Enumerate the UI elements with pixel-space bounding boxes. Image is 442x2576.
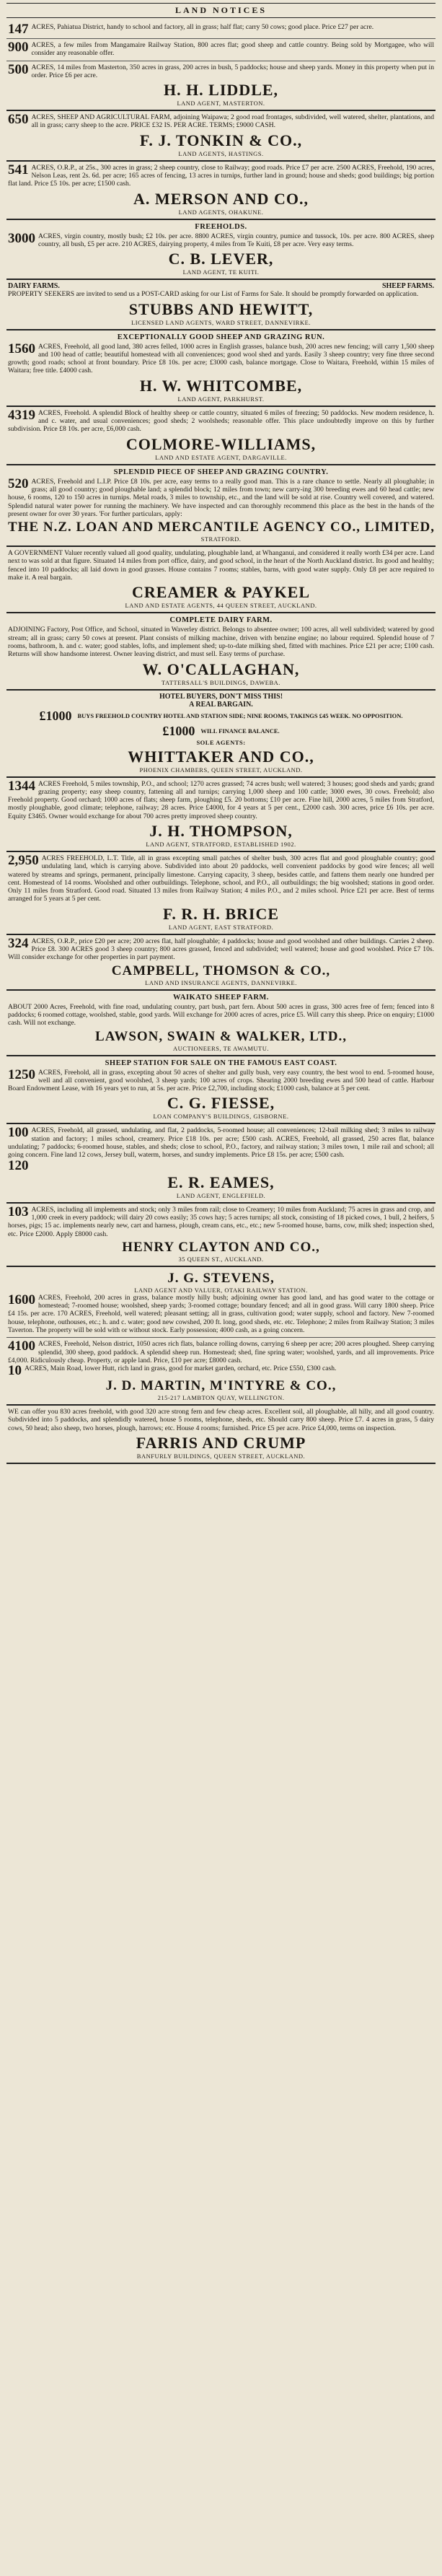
land-ad [6, 111, 436, 162]
agent-block [8, 81, 434, 107]
agent-name: F. J. TONKIN & CO., [139, 131, 303, 149]
ad-lead-number: 4319 [8, 407, 35, 423]
agent-address: LAND AGENT, TE KUITI. [182, 268, 260, 276]
agent-name: E. R. EAMES, [167, 1173, 275, 1191]
promo-amount: £1000 [162, 723, 195, 738]
ad-text: ACRES, Freehold, 200 acres in grass, balance mostly hilly bush; adjoining owner has good land, and has good water to the cottage or homestead; 7-roomed house; woolshed, sheep yards; 3-roomed cottage; boundary fenced; and all in good grass. Will carry 1800 sheep. Price £4 15s. per acre. 170 ACRES, Freehold, well watered; pleasant setting; all in grass, cultivation good; water supply, school and factory. New 7-roomed house, telephone, outhouses, etc.; h. and c. water; good new cowshed, 200 ft. long, good sheds, etc. etc. Telephone; 2 miles from Railway Station; 3 miles Taverton. The property will be sold with or without stock. Early possession; 4000 cash, as a going concern. [8, 1293, 434, 1334]
agent-block [8, 822, 434, 848]
agent-block [8, 1173, 434, 1199]
ad-heading: EXCEPTIONALLY GOOD SHEEP AND GRAZING RUN. [117, 333, 325, 341]
ad-body [8, 1126, 434, 1159]
agent-name: J. D. MARTIN, M'INTYRE & CO., [105, 1378, 337, 1394]
land-ad [6, 1406, 436, 1464]
agent-address: BANFURLY BUILDINGS, QUEEN STREET, AUCKLAND. [136, 1453, 306, 1460]
ad-body [8, 164, 434, 188]
agent-name: STUBBS AND HEWITT, [128, 299, 314, 318]
agent-address: LAND AGENT, ENGLEFIELD. [176, 1191, 266, 1199]
ad-lead-number: 147 [8, 22, 29, 37]
land-ad [6, 220, 436, 281]
ad-lead-number: 1250 [8, 1066, 35, 1082]
agent-name: J. G. STEVENS, [167, 1270, 275, 1286]
promo-row [8, 709, 434, 724]
land-ad [6, 39, 436, 61]
ad-lead-number: 103 [8, 1204, 29, 1219]
agent-name: THE N.Z. LOAN AND MERCANTILE AGENCY CO., LIMITED, [8, 520, 435, 535]
ad-text: ACRES FREEHOLD, L.T. Title, all in grass excepting small patches of shelter bush, 300 acres flat and good ploughable country; good undulating land, which is carrying above. Subdivided into about 20 paddocks, well convenient paddocks by good wire fences; all well watered by streams and springs, permanent, principally limestone. Carrying capacity, 3 sheep, besides cattle, and fattens them nearly one hundred per cent. Homestead of 14 rooms. Woolshed and other outbuildings. Telephone, school, and P.O., all outbuildings; the big woolshed; stations in good order. Only 11 miles from Stratford. Good road. Situated 13 miles from Railway Station; 4 miles P.O., and 2 miles school. Price £21 per acre. Best of terms arranged for 5 years at 5 per cent. [8, 854, 434, 903]
agent-name: F. R. H. BRICE [162, 904, 280, 923]
ad-body [8, 780, 434, 820]
ad-body [8, 1363, 434, 1379]
agent-address: LAND AGENT, EAST STRATFORD. [168, 923, 274, 931]
ad-body [8, 626, 434, 658]
agent-name: CAMPBELL, THOMSON & CO., [111, 963, 331, 978]
agent-address: LAND AGENT, MASTERTON. [177, 100, 265, 108]
land-ad [6, 61, 436, 112]
ad-body [8, 1003, 434, 1028]
ad-text: PROPERTY SEEKERS are invited to send us a POST-CARD asking for our List of Farms for Sale. It should be promptly forwarded on application. [8, 290, 419, 299]
land-ad [6, 852, 436, 935]
ad-body [8, 478, 434, 518]
ad-text: ACRES, SHEEP AND AGRICULTURAL FARM, adjoining Waipawa; 2 good road frontages, subdivided, well watered, shelter, plantations, and all in grass; carry sheep to the acre. PRICE £32 IS. PER ACRE. TERMS; £9000 CASH. [31, 113, 434, 130]
agent-address: PHOENIX CHAMBERS, QUEEN STREET, AUCKLAND. [139, 766, 303, 774]
agent-block [8, 905, 434, 931]
promo-amount: £1000 [39, 708, 72, 723]
ad-lead-number: 100 [8, 1125, 29, 1141]
ad-text: ACRES, Freehold. A splendid Block of healthy sheep or cattle country, situated 6 miles of freezing; 50 paddocks. New modern residence, h. and c. water, and usual conveniences; good sheds; 2 woolsheds; reasonable offer. This place undoubtedly improve on this by further subdivision. Price £8 10s. per acre, £6,000 cash. [8, 408, 434, 434]
ad-body [8, 1066, 434, 1093]
promo-detail: WILL FINANCE BALANCE. [200, 727, 280, 735]
ad-body [8, 232, 434, 249]
agent-block [8, 1240, 434, 1263]
land-ad [6, 991, 436, 1056]
ad-body [8, 854, 434, 903]
ad-subheading: DAIRY FARMS. [8, 282, 60, 291]
ad-text: ACRES, Freehold and L.I.P. Price £8 10s. per acre, easy terms to a really good man. This is a rare chance to settle. Nearly all ploughable; in grass; all good country; good ploughable land; a splendid block; 12 miles from town; new carry-ing 300 breeding ewes and 60 head cattle; new house, 6 rooms, 120 to 150 acres in turnips. Metal roads, 3 miles to township, etc., and the land will be sold at rise. Country well covered, and watered. Splendid natural water power for running the machinery. We have inspected and can thoroughly recommend this place as the best in the hands of the present owner for over 30 years. 'For further particulars, apply: [8, 477, 434, 518]
ad-text: ACRES Freehold, 5 miles township, P.O., and school; 1270 acres grassed; 74 acres bush; well watered; 3 houses; good sheds and yards; grand grazing property; easy sheep country, fattening all and turnips; carrying 1,000 sheep and 100 cattle; 3000 ewes, 30 cows. Freehold; also Freehold property. Good orchard; 1000 acres of flats; sheep farm, ploughing £5. 20 bottoms; £10 per acre. Fine hill, 2000 acres, 5 miles from Stratford, mostly ploughable, good climate; telephone, railway; 28 acres. Price £4000, for 4 years at 5 per cent., £2000 cash. 300 acres, price £6 10s. per acre. Equity £3465. Owner would exchange for about 700 acres pretty improved sheep country. [8, 779, 434, 820]
ad-heading: FREEHOLDS. [195, 222, 247, 231]
ad-body [8, 1294, 434, 1334]
ad-text: ACRES, Freehold, all good land, 380 acres felled, 1000 acres in English grasses, balance bush, 200 acres new fencing; will carry 1,500 sheep and 100 head of cattle; beautiful homestead with all conveniences; good wool shed and yards. Easily 3 sheep country; very fine three second growth; good roads; school at front boundary. Price £8 10s. per acre; £3000 cash, balance mortgage. Close to Waitara, Freehold, within 15 miles of Waitara; free title. £4000 cash. [8, 342, 434, 375]
ad-body [8, 22, 434, 37]
ad-body [8, 343, 434, 375]
ad-text: ACRES, 14 miles from Masterton, 350 acres in grass, 200 acres in bush, 5 paddocks; house and sheep yards. Money in this property when put in order. Price £6 per acre. [31, 63, 434, 79]
agent-block [8, 1434, 434, 1460]
agent-block [8, 1094, 434, 1120]
agent-block [8, 748, 434, 774]
ad-lead-number: 1344 [8, 778, 35, 794]
agent-address: LAND AND INSURANCE AGENTS, DANNEVIRKE. [145, 978, 297, 986]
agent-block [8, 1271, 434, 1294]
agent-address: AUCTIONEERS, TE AWAMUTU. [173, 1044, 269, 1052]
agent-name: HENRY CLAYTON AND CO., [122, 1239, 320, 1255]
ad-text: ADJOINING Factory, Post Office, and School, situated in Waverley district. Belongs to absentee owner; 100 acres, all well subdivided; watered by good stream; all in grass; carry 50 cows at present. Plant consists of milking machine, driven with benzine engine; no labour required. Splendid house of 7 rooms, bathroom, h. and c. water; good stables, lofts, and implement shed; up-to-date milking shed, fitted with machines. Price £21 per acre; £100 cash. Returns will show handsome interest. Owner leaving district, and must sell. Easy terms of purchase. [8, 626, 434, 659]
land-ad [6, 613, 436, 690]
ad-lead-number: 120 [8, 1157, 29, 1173]
ad-lead-number: 520 [8, 476, 29, 491]
agent-block [8, 660, 434, 686]
agent-address: LAND AGENT, PARKHURST. [177, 395, 265, 403]
agent-name: C. G. FIESSE, [167, 1094, 275, 1113]
ad-text: ACRES, Freehold, all grassed, undulating, and flat, 2 paddocks, 5-roomed house; all conveniences; 12-bail milking shed; 3 miles to railway station and factory; 1 miles school, creamery. Price £18 10s. per acre; £500 cash. ACRES, Freehold, all grassed, 250 acres flat, balance undulating; 7 paddocks; 6-roomed house, stables, and sheds; close to school, P.O., factory, and railway station; 3 miles town, 1 mile rail and school; all going concern. Fine land 12 cows, Jersey bull, waterm, horses, and sundry implements. Price £8 15s. per acre; £500 cash. [8, 1126, 434, 1160]
ad-lead-number: 3000 [8, 230, 35, 246]
promo-line: HOTEL BUYERS, DON'T MISS THIS! [159, 692, 283, 701]
agent-name: H. W. WHITCOMBE, [139, 376, 303, 395]
agent-name: A. MERSON AND CO., [133, 189, 309, 208]
ad-text: WE can offer you 830 acres freehold, with good 320 acre strong fern and few cheap acres. Excellent soil, all ploughable, all hilly, and all good country. Subdivided into 5 paddocks, and splendidly watered, house 5 rooms, telephone, sheds, etc. Should carry 800 sheep. Price £7. 4 acres in grass, 5 dairy cows, 50 head; also sheep, two horses, plough, harrows; etc. House 4 rooms; furnished. Price £5 per acre. Price £4,000, terms on inspection. [8, 1408, 434, 1432]
ad-body [8, 549, 434, 582]
promo-detail: BUYS FREEHOLD COUNTRY HOTEL AND STATION SIDE; NINE ROOMS, TAKINGS £45 WEEK. NO OPPOSITION. [77, 712, 403, 719]
ad-heading: COMPLETE DAIRY FARM. [169, 616, 273, 625]
agent-name: W. O'CALLAGHAN, [142, 660, 300, 678]
ad-subheadings [8, 282, 434, 290]
agent-address: LICENSED LAND AGENTS, WARD STREET, DANNEVIRKE. [131, 318, 311, 326]
ad-body [8, 1206, 434, 1238]
land-ad [6, 547, 436, 613]
ad-lead-number: 900 [8, 40, 29, 55]
promo-sole: SOLE AGENTS: [196, 738, 246, 746]
ad-body [8, 409, 434, 434]
ad-text: ACRES, Freehold, all in grass, excepting about 50 acres of shelter and gully bush, very easy country, the best wool to end. 5-roomed house, well and all convenient, good woolshed, 3 sheep yards; 100 acres of crops. Shearing 2000 breeding ewes and 500 head of cattle. Harbour Board Endowment Lease, with 16 years yet to run, at 5s. per acre. Price £2,700, including stock; £1000 cash, balance at 5 per cent. [8, 1068, 434, 1093]
ad-heading: SPLENDID PIECE OF SHEEP AND GRAZING COUNTRY. [113, 468, 329, 476]
agent-block [8, 520, 434, 543]
ad-lead-number: 324 [8, 935, 29, 951]
ad-text: ACRES, Freehold, Nelson district, 1050 acres rich flats, balance rolling downs, carrying 6 sheep per acre; 200 acres ploughed. Sheep carrying splendid, 300 sheep, good paddock. A splendid sheep run. Homestead; shed, fine spring water; woolshed, yards, and all improvements. Price £4,000. Ridiculously cheap. Property, or apple land. Price, £10 per acre; £8000 cash. [8, 1340, 434, 1364]
promo-line: A REAL BARGAIN. [189, 700, 253, 709]
ad-text: ABOUT 2000 Acres, Freehold, with fine road, undulating country, part bush, part fern. About 500 acres in grass, 300 acres free of fern; fenced into 8 paddocks; 6 roomed cottage, woolshed, stable, good yards. Will exchange for 2000 acres of acres, price £5. Will carry this sheep. Price on enquiry; £1000 cash. Will not exchange. [8, 1002, 434, 1028]
ad-lead-number: 541 [8, 162, 29, 178]
ad-lead-number: 2,950 [8, 852, 39, 868]
ad-text: A GOVERNMENT Valuer recently valued all good quality, undulating, ploughable land, at Whanganui, and considered it really worth £34 per acre. Land next to was sold at that figure. Situated 14 miles from port office, dairy, and good school, in the heart of the North Auckland district. Its good and healthy; fenced into 10 paddocks; all laid down in good grasses. House contains 7 rooms; stables, barns, with good water supply. Only £8 per acre required to make it. A real bargain. [8, 549, 434, 582]
promo-block [8, 693, 434, 746]
ad-text: ACRES, Pahiatua District, handy to school and factory, all in grass; half flat; carry 50 cows; good place. Price £27 per acre. [31, 23, 374, 31]
land-ad [6, 1056, 436, 1125]
agent-name: H. H. LIDDLE, [163, 81, 279, 100]
ad-lead-number: 500 [8, 61, 29, 77]
ad-lead-number: 4100 [8, 1339, 35, 1354]
agent-address: LAND AGENT, STRATFORD, ESTABLISHED 1902. [146, 840, 296, 848]
column-header: LAND NOTICES [6, 3, 436, 18]
land-ad [6, 280, 436, 330]
agent-name: C. B. LEVER, [168, 250, 274, 268]
agent-block [8, 583, 434, 609]
ad-body [8, 937, 434, 962]
agent-address: 215-217 LAMBTON QUAY, WELLINGTON. [157, 1394, 285, 1402]
agent-name: J. H. THOMPSON, [149, 821, 293, 840]
land-ad [6, 407, 436, 465]
agent-address: TATTERSALL'S BUILDINGS, DAWEBA. [162, 678, 280, 686]
ad-lead-number: 10 [8, 1363, 22, 1379]
agent-address: LOAN COMPANY'S BUILDINGS, GISBORNE. [153, 1113, 289, 1121]
ad-body [8, 290, 434, 298]
ad-body [8, 113, 434, 130]
promo-row [8, 724, 434, 739]
land-ad [6, 691, 436, 778]
agent-block [8, 250, 434, 276]
agent-name: FARRIS AND CRUMP [136, 1434, 306, 1453]
agent-block [8, 963, 434, 986]
land-ad [6, 1204, 436, 1267]
agent-block [8, 377, 434, 403]
ad-body [8, 63, 434, 80]
ads-list [6, 21, 436, 1464]
agent-name: LAWSON, SWAIN & WALKER, LTD., [95, 1028, 347, 1044]
ad-body [8, 41, 434, 58]
agent-block [8, 435, 434, 461]
ad-body [8, 1340, 434, 1364]
agent-name: COLMORE-WILLIAMS, [125, 434, 317, 453]
ad-lead-number: 650 [8, 112, 29, 128]
agent-address: LAND AGENTS, HASTINGS. [178, 149, 264, 157]
land-ad [6, 21, 436, 39]
agent-block [8, 1378, 434, 1401]
land-ad [6, 1338, 436, 1406]
land-ad [6, 162, 436, 220]
agent-address: STRATFORD. [200, 535, 242, 543]
agent-address: 35 QUEEN ST., AUCKLAND. [178, 1255, 264, 1263]
land-ad [6, 1267, 436, 1338]
ad-lead-number: 1600 [8, 1292, 35, 1307]
ad-lead-number: 1560 [8, 341, 35, 356]
agent-block [8, 131, 434, 157]
newspaper-page [6, 0, 436, 1464]
agent-block [8, 300, 434, 326]
land-ad [6, 330, 436, 407]
land-ad [6, 465, 436, 547]
agent-address: LAND AND ESTATE AGENTS, 44 QUEEN STREET, AUCKLAND. [125, 602, 317, 610]
agent-block [8, 190, 434, 216]
agent-block [8, 1029, 434, 1052]
agent-address: LAND AGENTS, OHAKUNE. [178, 208, 264, 216]
land-ad [6, 778, 436, 852]
ad-subheading: SHEEP FARMS. [381, 282, 434, 291]
agent-name: CREAMER & PAYKEL [131, 583, 310, 602]
ad-text: ACRES, a few miles from Mangamaire Railway Station, 800 acres flat; good sheep and cattle country. Being sold by Mortgagee, who will consider any reasonable offer. [31, 41, 434, 58]
ad-heading: SHEEP STATION FOR SALE ON THE FAMOUS EAST COAST. [105, 1059, 337, 1067]
ad-text: ACRES, Main Road, lower Hutt, rich land in grass, good for market garden, orchard, etc. Price £550, £300 cash. [25, 1364, 337, 1373]
land-ad [6, 1124, 436, 1203]
agent-address: LAND AND ESTATE AGENT, DARGAVILLE. [155, 453, 287, 461]
ad-text: ACRES, O.R.P., at 25s., 300 acres in grass; 2 sheep country, close to Railway; good roads. Price £7 per acre. 2500 ACRES, Freehold, 190 acres, Nelson Leas, rent 2s. 6d. per acre; 165 acres of fencing, 13 acres in turnips, further land in ground; house and sheds; good buildings; big portion flat land. Price £5 10s. per acre; £1500 cash. [8, 163, 434, 188]
ad-text: ACRES, virgin country, mostly bush; £2 10s. per acre. 8800 ACRES, virgin country, pumice and tussock, 10s. per acre. 800 ACRES, sheep country, all bush, £5 per acre. 210 ACRES, dairying property, 4 miles from Te Kuiti, £8 per acre. Very easy terms. [38, 232, 434, 248]
ad-text: ACRES, including all implements and stock; only 3 miles from rail; close to Creamery; 10 miles from Auckland; 75 acres in grass and crop, and 1,000 creek in every paddock; will dairy 20 cows easily; 35 cows hay; 5 acres turnips; all stock, consisting of 18 picked cows, 1 bull, 2 heifers, 5 horses, pigs; 15 ac. implements nearly new, cart and harness, plough, cream cans, etc., etc.; new 5-roomed house, barns, cow, milk shed; inspection shed, etc. Price £2000. Apply £8000 cash. [8, 1205, 434, 1238]
ad-heading: WAIKATO SHEEP FARM. [173, 993, 269, 1002]
ad-text: ACRES, O.R.P., price £20 per acre; 200 acres flat, half ploughable; 4 paddocks; house and good woolshed and other buildings. Carries 2 sheep. Price £8. 300 ACRES good 3 sheep country; 800 acres grassed, fenced and subdivided; well watered; house and good woolshed. Price £7 10s. Will consider exchange for other properties in part payment. [8, 937, 434, 962]
ad-body [8, 1408, 434, 1432]
agent-address: LAND AGENT AND VALUER, OTAKI RAILWAY STATION. [134, 1286, 308, 1294]
agent-name: WHITTAKER AND CO., [128, 747, 314, 766]
land-ad [6, 935, 436, 991]
